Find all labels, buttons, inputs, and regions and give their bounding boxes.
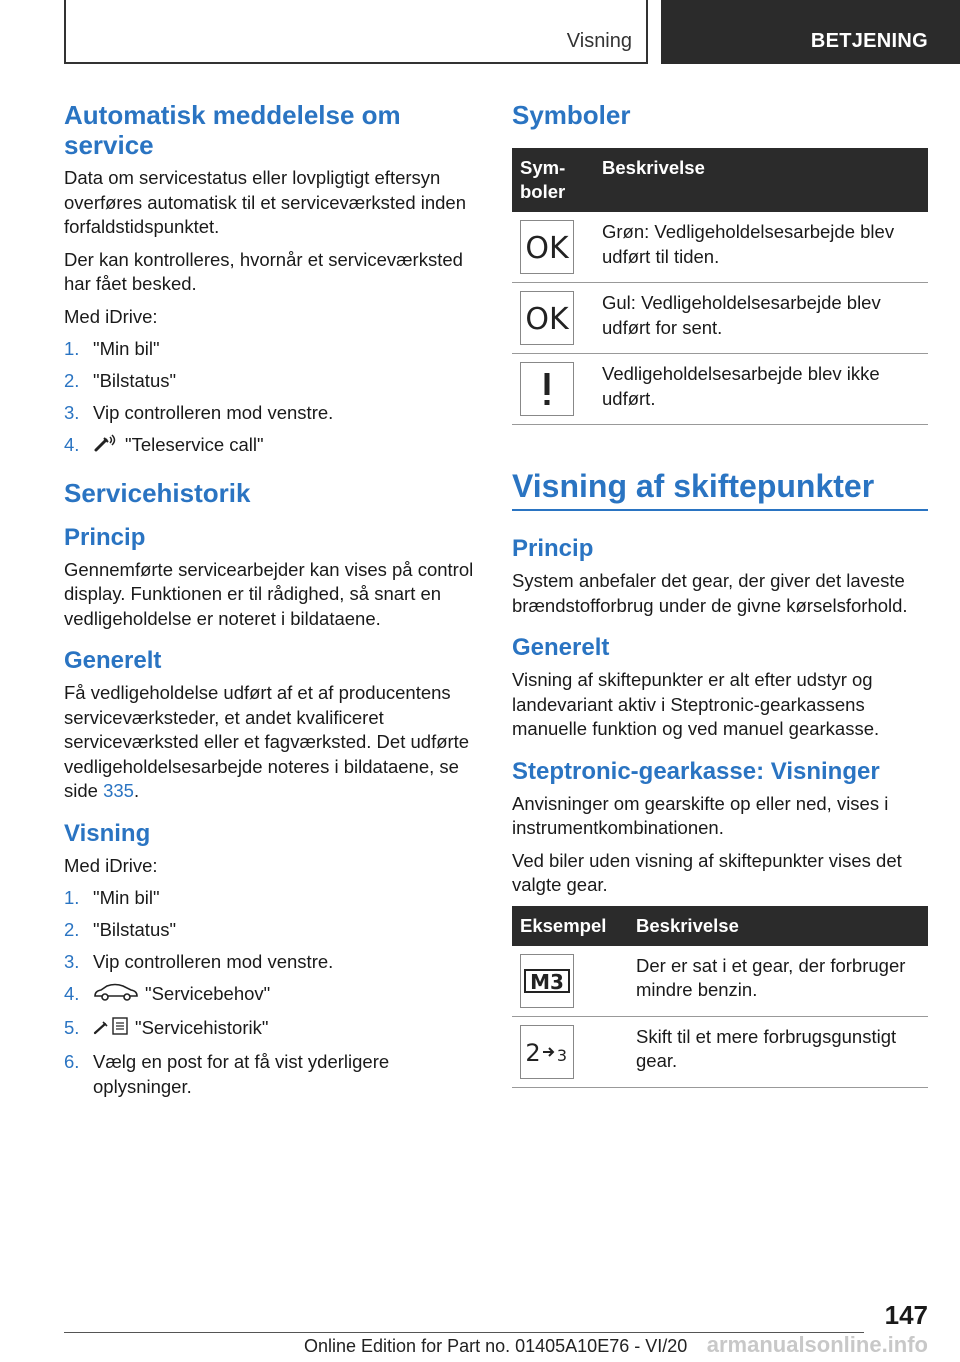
page-number: 147 (884, 1300, 928, 1330)
column-header: Sym-boler (512, 148, 594, 212)
table-row: M3 Der er sat i et gear, der forbruger mindre benzin. (512, 946, 928, 1017)
paragraph: Med iDrive: (64, 854, 158, 876)
list-item: 3. Vip controlleren mod venstre. (64, 951, 334, 972)
edition-text: Online Edition for Part no. 01405A10E76 - VI/20 (304, 1336, 688, 1356)
column-header: Beskrivelse (594, 148, 928, 212)
heading-service-history: Servicehistorik (64, 477, 251, 508)
left-column (64, 100, 478, 1109)
svg-text:3: 3 (556, 1045, 568, 1065)
table-header-row (512, 148, 928, 212)
chapter-title: BETJENING (810, 30, 928, 52)
heading-principle: Princip (64, 523, 146, 551)
ok-green-icon (520, 220, 574, 274)
heading-auto-service: Automatisk meddelelse om service (64, 100, 401, 160)
list-item: 2. "Bilstatus" (64, 370, 177, 391)
exclamation-icon (520, 362, 574, 416)
svg-text:OK: OK (525, 303, 569, 333)
car-icon (93, 982, 139, 1009)
service-history-icon (93, 1016, 129, 1043)
table-row: OK Gul: Vedligeholdelsesarbejde blev udført for sent. (512, 283, 928, 354)
paragraph: Ved biler uden visning af skiftepunkter vises det valgte gear. (512, 849, 902, 895)
list-item: 5. "Servicehistorik" (64, 1016, 478, 1043)
heading-principle: Princip (512, 535, 594, 562)
examples-table (512, 906, 928, 1088)
paragraph: Visning af skiftepunkter er alt efter udstyr og landevariant aktiv i Steptronic-gearkassens manuelle funktion og ved manuel gearkasse. (512, 669, 880, 739)
teleservice-icon (93, 433, 119, 460)
paragraph: Få vedligeholdelse udført af et af producentens serviceværksteder, et andet kvalificeret serviceværksted eller et fagværksted. Det udførte vedligeholdelsesarbejde noteres i bildataene, se side 335. (64, 682, 470, 801)
table-row: Vedligeholdelsesarbejde blev ikke udført. (512, 354, 928, 425)
heading-display: Visning (64, 819, 151, 847)
column-header: Beskrivelse (628, 906, 928, 946)
table-row: OK Grøn: Vedligeholdelsesarbejde blev udført til tiden. (512, 212, 928, 283)
gear-m3-icon (520, 954, 574, 1008)
heading-general: Generelt (64, 647, 162, 674)
paragraph: Der kan kontrolleres, hvornår et serviceværksted har fået besked. (64, 248, 463, 294)
right-column (512, 100, 928, 1088)
heading-general: Generelt (512, 634, 610, 661)
shift-2-to-3-icon (520, 1025, 574, 1079)
page-link[interactable]: 335 (103, 780, 134, 801)
column-header: Eksempel (512, 906, 628, 946)
page-header (0, 0, 960, 66)
steps-list-display (64, 886, 478, 1099)
list-item: 3. Vip controlleren mod venstre. (64, 402, 334, 423)
section-tab (64, 0, 648, 64)
ok-yellow-icon (520, 291, 574, 345)
list-item: 6. Vælg en post for at få vist yderligere oplysninger. (64, 1051, 390, 1097)
table-header-row (512, 906, 928, 946)
list-item: 4. "Teleservice call" (64, 433, 478, 460)
paragraph: Data om servicestatus eller lovpligtigt eftersyn overføres automatisk til et serviceværksted inden forfaldstidspunktet. (64, 167, 467, 237)
svg-text:OK: OK (525, 232, 569, 262)
svg-text:2: 2 (525, 1038, 541, 1067)
svg-text:M3: M3 (530, 969, 564, 994)
heading-shift-points: Visning af skiftepunkter (512, 467, 928, 511)
heading-steptronic: Steptronic-gearkasse: Visninger (512, 757, 880, 785)
chapter-tab (661, 0, 960, 64)
table-row: 2 3 Skift til et mere forbrugsgunstigt gear. (512, 1016, 928, 1087)
list-item: 1. "Min bil" (64, 338, 160, 359)
list-item: 4. "Servicebehov" (64, 982, 478, 1009)
list-item: 2. "Bilstatus" (64, 919, 177, 940)
paragraph: System anbefaler det gear, der giver det laveste brændstofforbrug under de givne kørselsforhold. (512, 570, 908, 616)
watermark: armanualsonline.info (706, 1332, 928, 1357)
symbols-table (512, 148, 928, 425)
paragraph: Med iDrive: (64, 305, 158, 327)
steps-list-auto (64, 337, 478, 460)
paragraph: Gennemførte servicearbejder kan vises på control display. Funktionen er til rådighed, så snart en vedligeholdelse er noteret i bildataene. (64, 558, 474, 629)
section-title: Visning (566, 30, 632, 52)
paragraph: Anvisninger om gearskifte op eller ned, vises i instrumentkombinationen. (512, 792, 889, 838)
list-item: 1. "Min bil" (64, 887, 160, 908)
heading-symbols: Symboler (512, 100, 631, 130)
